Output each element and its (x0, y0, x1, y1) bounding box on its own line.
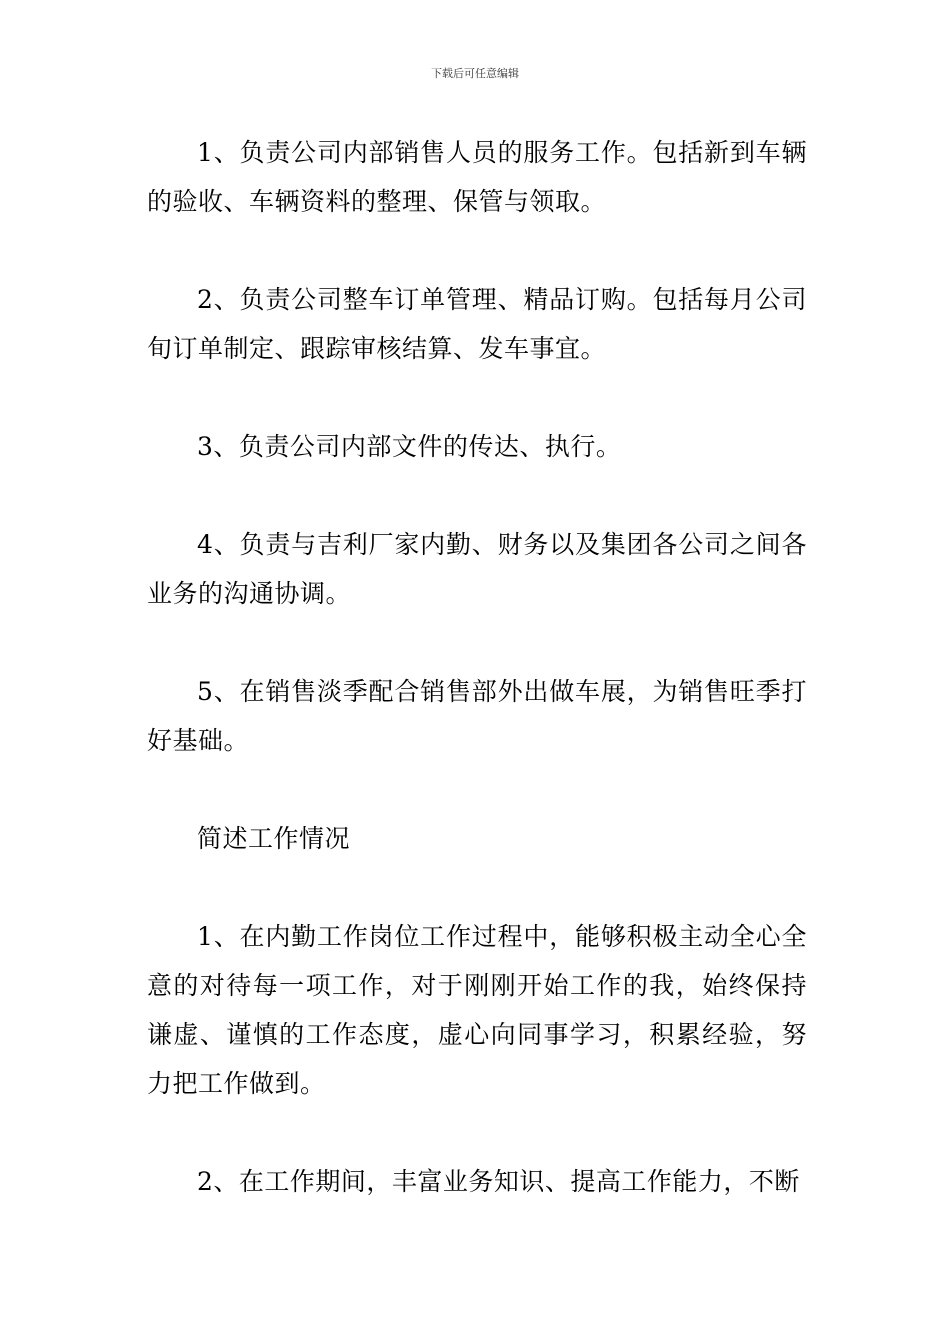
duty-item-4: 4、负责与吉利厂家内勤、财务以及集团各公司之间各业务的沟通协调。 (147, 530, 807, 608)
duty-item-3: 3、负责公司内部文件的传达、执行。 (197, 432, 622, 461)
work-item-1: 1、在内勤工作岗位工作过程中，能够积极主动全心全意的对待每一项工作，对于刚刚开始工作的我，始终保持谦虚、谨慎的工作态度，虚心向同事学习，积累经验，努力把工作做到。 (147, 922, 807, 1098)
duty-item-2: 2、负责公司整车订单管理、精品订购。包括每月公司旬订单制定、跟踪审核结算、发车事宜。 (147, 285, 807, 363)
page-header-note: 下载后可任意编辑 (431, 67, 519, 80)
document-body (147, 128, 807, 1255)
section-heading: 简述工作情况 (197, 824, 351, 853)
work-item-2: 2、在工作期间，丰富业务知识、提高工作能力，不断 (197, 1167, 800, 1196)
duty-item-1: 1、负责公司内部销售人员的服务工作。包括新到车辆的验收、车辆资料的整理、保管与领取。 (147, 138, 807, 216)
duty-item-5: 5、在销售淡季配合销售部外出做车展，为销售旺季打好基础。 (147, 677, 807, 755)
